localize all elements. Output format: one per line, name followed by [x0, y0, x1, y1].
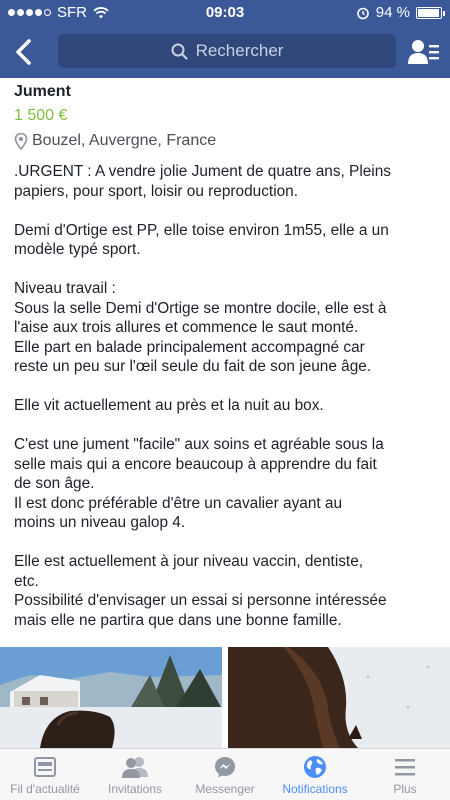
tab-messenger[interactable]	[180, 749, 270, 800]
tab-invitations[interactable]	[90, 749, 180, 800]
tab-label: Plus	[393, 782, 417, 796]
friends-icon	[121, 755, 149, 779]
tab-label: Notifications	[282, 782, 348, 796]
description-line: Elle est actuellement à jour niveau vaccin, dentiste,	[14, 553, 364, 570]
tab-label: Invitations	[107, 782, 163, 796]
listing-price: 1 500 €	[14, 107, 68, 124]
description-paragraph	[14, 396, 440, 416]
description-line: de son âge.	[14, 475, 95, 492]
horse-snow-photo-1	[0, 647, 222, 748]
description-line: Demi d'Ortige est PP, elle toise environ 1m55, elle a un	[14, 221, 389, 239]
search-icon	[171, 43, 188, 60]
location-text: Bouzel, Auvergne, France	[32, 132, 217, 149]
status-bar	[0, 0, 450, 26]
description-line: modèle typé sport.	[14, 241, 141, 258]
description-line: Possibilité d'envisager un essai si personne intéressée	[14, 592, 387, 609]
description-line: papiers, pour sport, loisir ou reproduction.	[14, 182, 299, 200]
description-paragraph	[14, 435, 440, 533]
description-line: mais elle ne partira que dans une bonne famille.	[14, 611, 342, 629]
tab-label: Fil d'actualité	[10, 782, 80, 796]
listing-photo[interactable]	[0, 647, 222, 748]
description-line: selle mais qui a encore beaucoup à apprendre du fait	[14, 455, 377, 473]
carrier-name: SFR	[57, 4, 87, 21]
alarm-icon	[356, 6, 370, 20]
description-line: Sous la selle Demi d'Ortige se montre docile, elle est à	[14, 299, 387, 317]
description-line: C'est une jument "facile" aux soins et agréable sous la	[14, 436, 384, 453]
tab-news-feed[interactable]	[0, 749, 90, 800]
messenger-icon	[213, 755, 237, 779]
description-line: Elle part en balade principalement accompagné car	[14, 338, 365, 356]
listing-description	[14, 162, 440, 650]
status-right	[356, 4, 442, 21]
description-line: Il est donc préférable d'être un cavalier ayant au	[14, 494, 343, 512]
description-paragraph	[14, 279, 440, 377]
description-paragraph	[14, 552, 440, 630]
bottom-tab-bar	[0, 748, 450, 800]
horse-snow-photo-2	[228, 647, 450, 748]
description-line: .URGENT : A vendre jolie Jument de quatre ans, Pleins	[14, 163, 391, 180]
description-line: Elle vit actuellement au près et la nuit au box.	[14, 397, 324, 414]
battery-percent: 94 %	[375, 4, 410, 21]
battery-icon	[416, 7, 442, 19]
tab-more[interactable]	[360, 749, 450, 800]
description-line: moins un niveau galop 4.	[14, 514, 186, 531]
search-input[interactable]	[58, 34, 396, 68]
location-pin-icon	[14, 133, 28, 150]
tab-notifications[interactable]	[270, 749, 360, 800]
description-line: Niveau travail :	[14, 280, 116, 297]
menu-icon	[393, 755, 417, 779]
description-paragraph	[14, 162, 440, 201]
top-nav-bar	[0, 26, 450, 78]
tab-label: Messenger	[195, 782, 255, 796]
news-feed-icon	[33, 755, 57, 779]
globe-icon	[303, 755, 327, 779]
status-time: 09:03	[205, 4, 245, 21]
description-line: reste un peu sur l'œil seule du fait de son jeune âge.	[14, 358, 372, 375]
listing-title: Jument	[14, 83, 71, 100]
description-line: l'aise aux trois allures et commence le saut monté.	[14, 319, 359, 336]
description-paragraph	[14, 221, 440, 260]
description-line: etc.	[14, 572, 39, 590]
listing-photo[interactable]	[228, 647, 450, 748]
search-placeholder: Rechercher	[195, 41, 284, 60]
contacts-icon[interactable]	[408, 38, 440, 66]
back-arrow-icon[interactable]	[10, 36, 40, 68]
listing-location[interactable]	[14, 132, 216, 150]
listing-content	[0, 78, 450, 748]
